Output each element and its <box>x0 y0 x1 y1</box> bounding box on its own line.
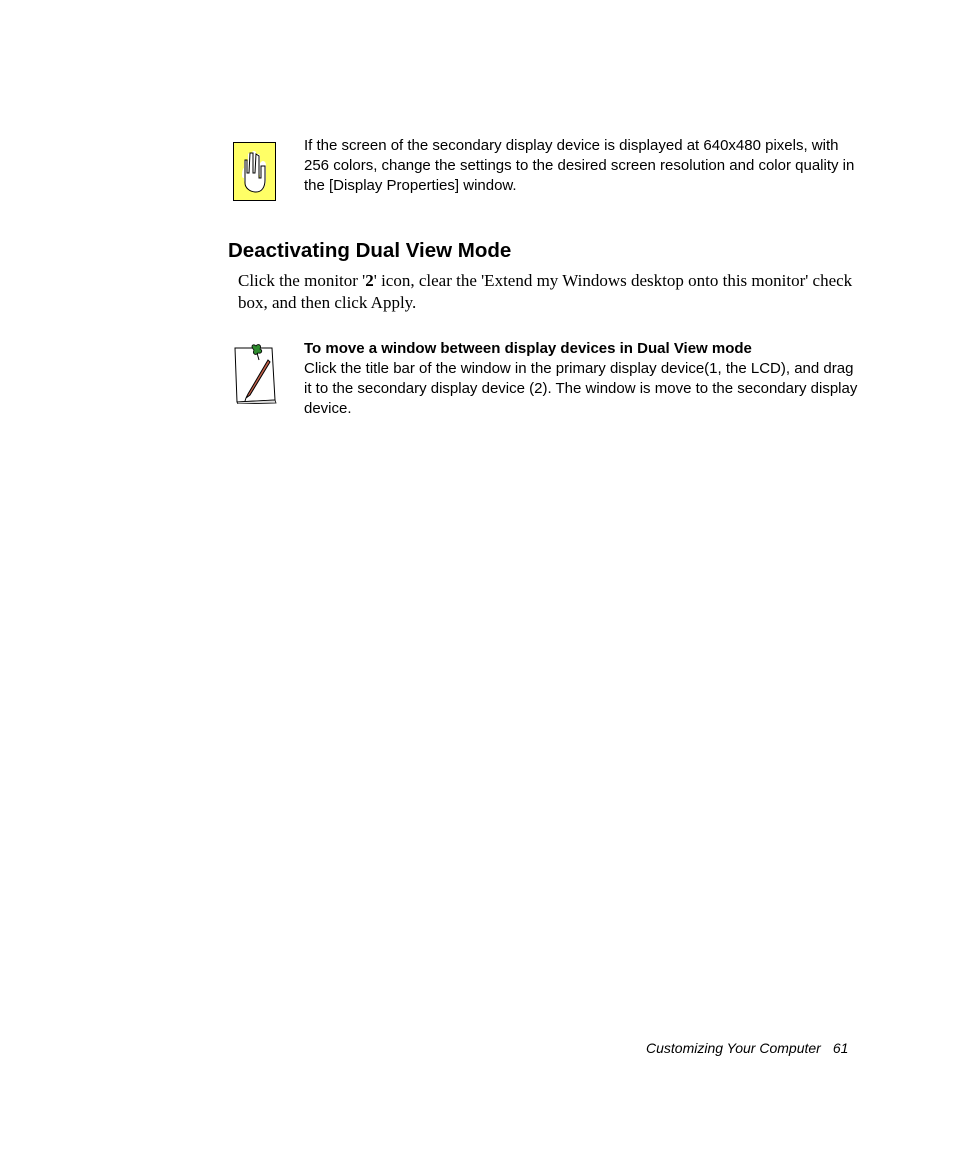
section-title: Deactivating Dual View Mode <box>228 239 512 262</box>
para-bold-number: 2 <box>365 271 374 290</box>
note-pen-icon <box>232 342 278 404</box>
para-text-before: Click the monitor ' <box>238 271 366 290</box>
body-paragraph <box>238 270 858 314</box>
page-footer <box>646 1039 848 1057</box>
note-title: To move a window between display devices in Dual View mode <box>304 340 752 357</box>
para-text-after: ' icon, clear the 'Extend my Windows desktop onto this monitor' check box, and then click Apply. <box>238 271 853 312</box>
note-body: Click the title bar of the window in the primary display device(1, the LCD), and drag it to the secondary display device (2). The window is move to the secondary display device. <box>304 360 858 417</box>
caution-text: If the screen of the secondary display device is displayed at 640x480 pixels, with 256 colors, change the settings to the desired screen resolution and color quality in the [Display Properties] window. <box>304 137 855 194</box>
page-number: 61 <box>832 1040 849 1056</box>
footer-chapter: Customizing Your Computer <box>646 1040 821 1056</box>
stop-hand-icon <box>233 142 276 201</box>
note-block <box>304 339 864 419</box>
